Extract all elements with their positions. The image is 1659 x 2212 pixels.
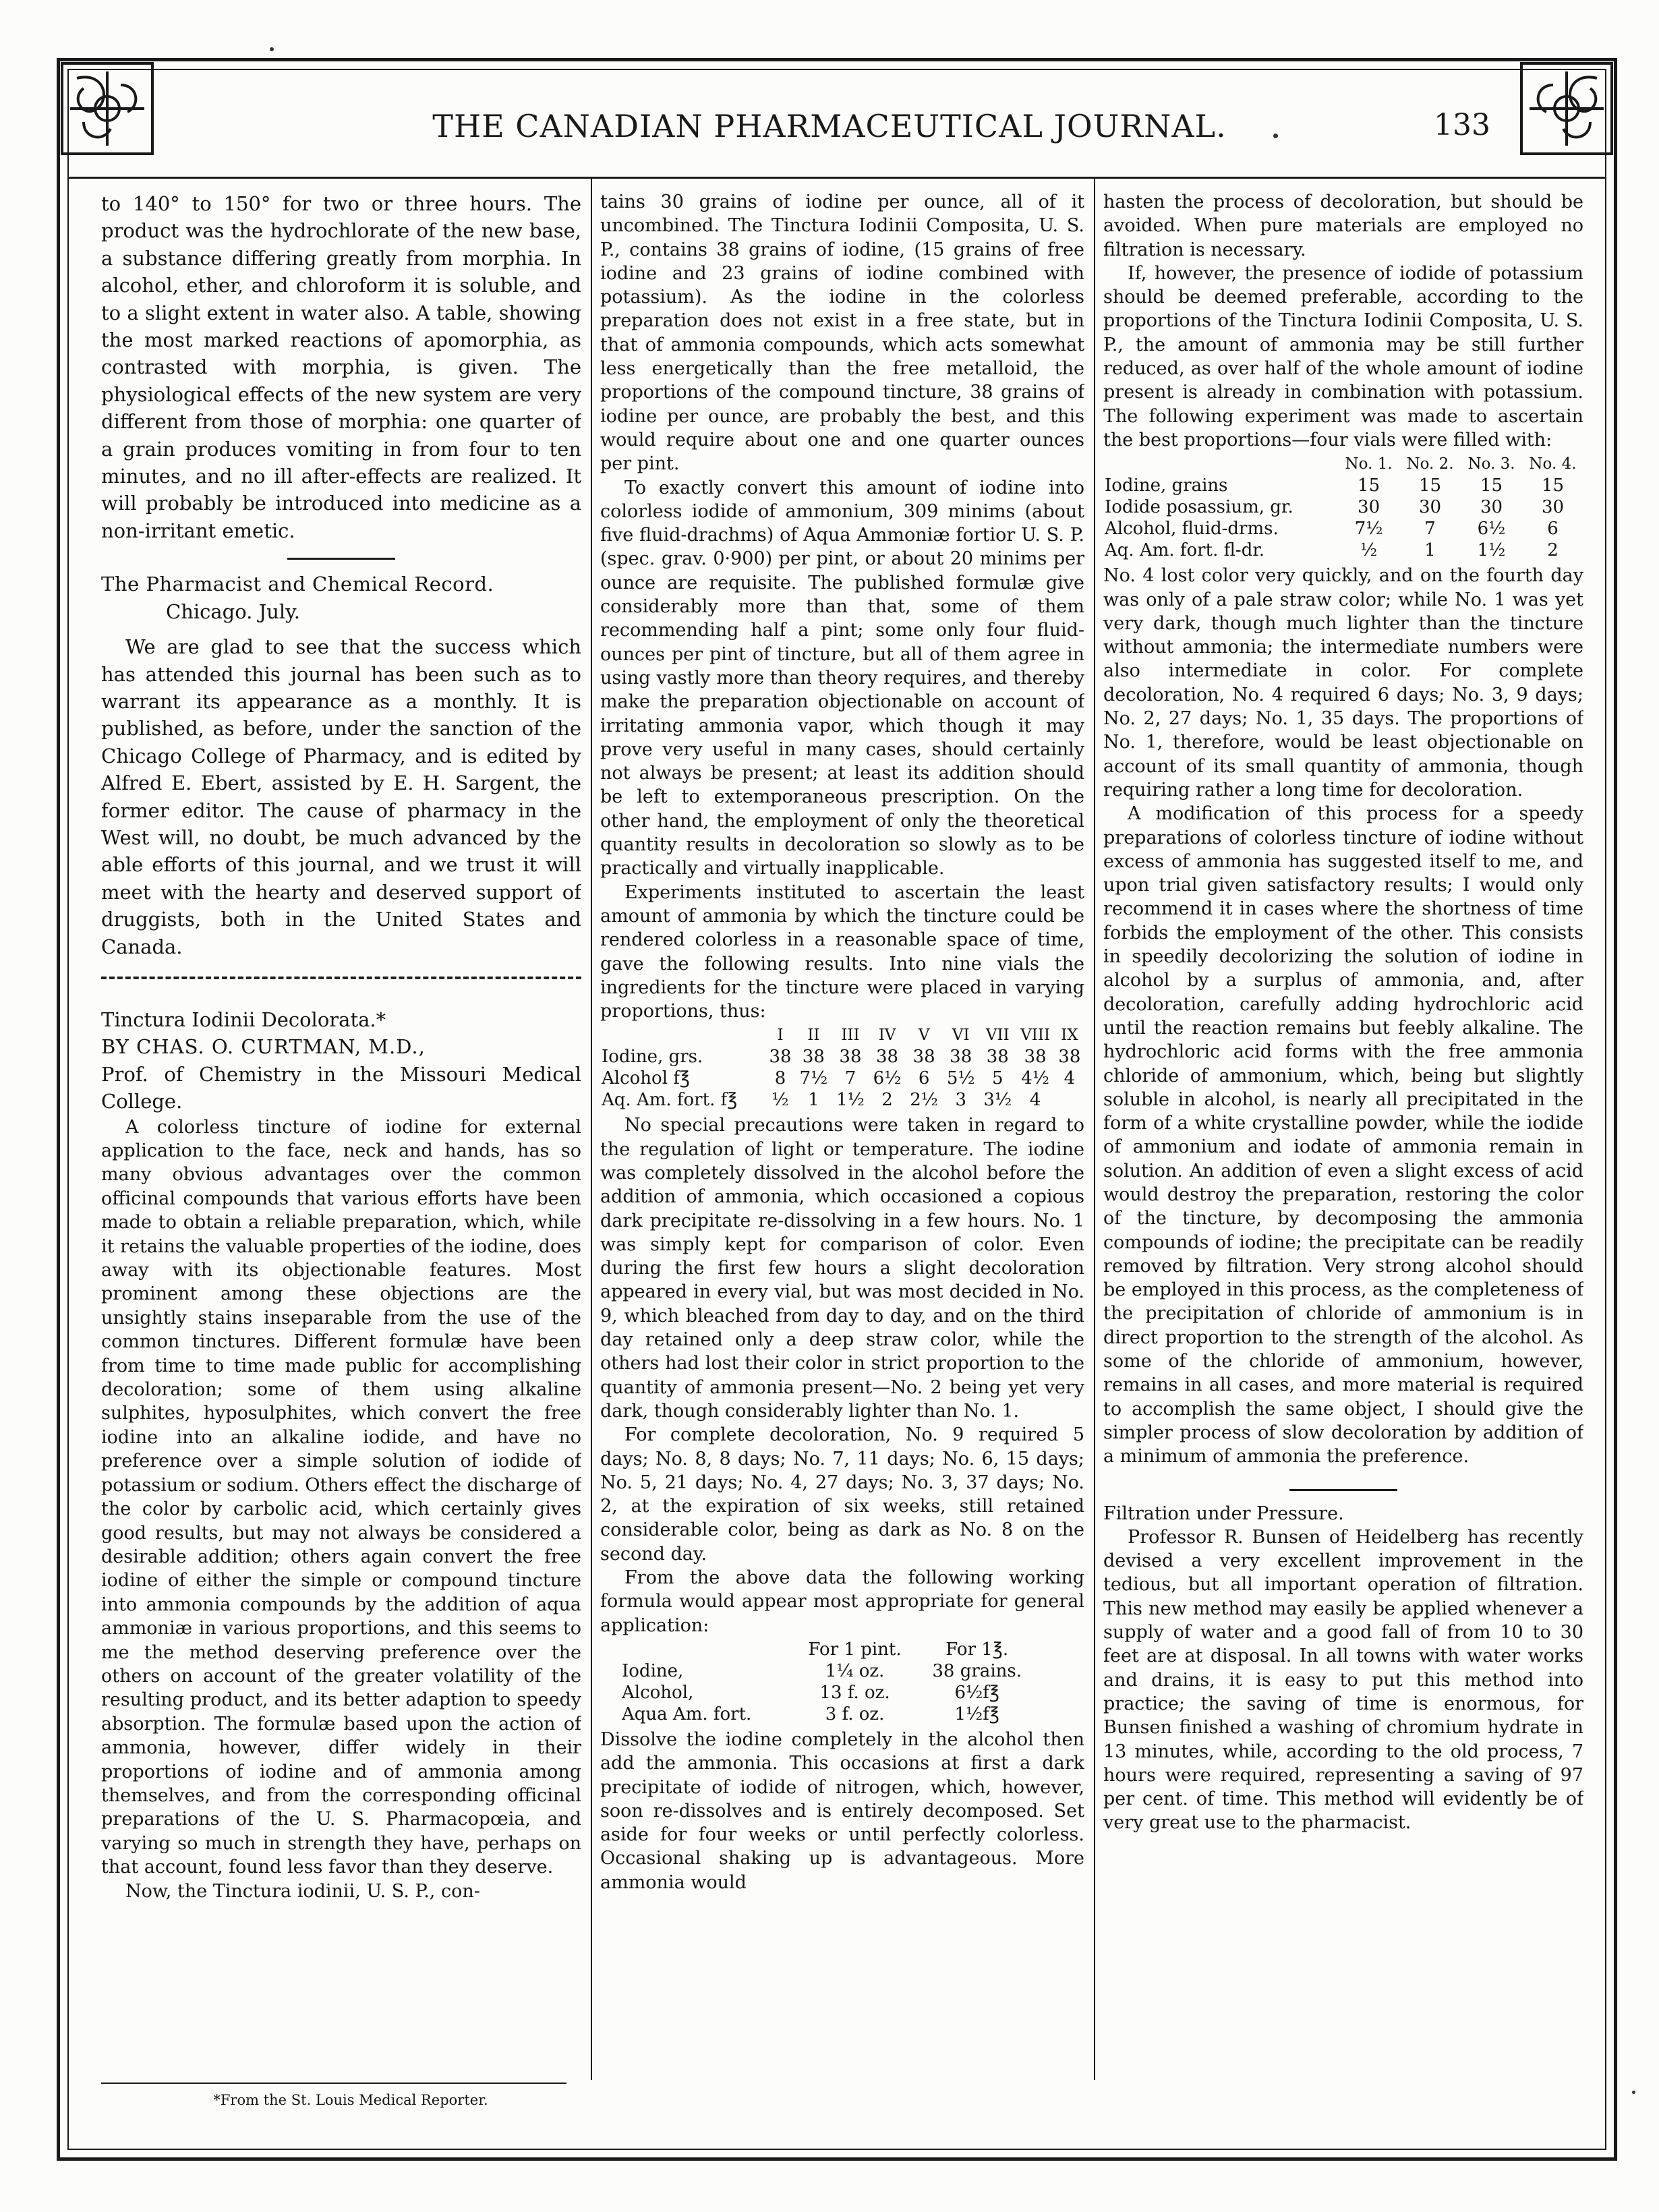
running-title: THE CANADIAN PHARMACEUTICAL JOURNAL. (432, 108, 1227, 144)
article-paragraph: If, however, the presence of iodide of potassium should be deemed preferable, according to the proportions of the Tinctura Iodinii Composita, U. S. P., the amount of ammonia may be still further reduced, as over half of the whole amount of iodine present is already in combination with potassium. The following experiment was made to ascertain the best proportions—four vials were filled with: (1103, 262, 1583, 450)
table-cell: 38 (839, 1047, 862, 1068)
table-cell: 30 (1358, 497, 1380, 518)
source-place: Chicago. July. (166, 600, 300, 623)
article-paragraph: From the above data the following working formula would appear most appropriate for general application: (600, 1567, 1084, 1636)
article-paragraph: No special precautions were taken in regard to the regulation of light or temperature. The iodine was completely dissolved in the alcohol before the addition of ammonia, which occasioned a copious dark precipitate re-dissolving in a few hours. No. 1 was simply kept for comparison of color. Even during the first few hours a slight decoloration appeared in every vial, but was most decided in No. 9, which bleached from day to day, and on the third day retained only a deep straw color, while the others had lost their color in strict proportion to the quantity of ammonia present—No. 2 being yet very dark, though considerably lighter than No. 1. (600, 1115, 1084, 1422)
footnote-rule (101, 2083, 566, 2084)
table-cell: 4½ (1021, 1068, 1049, 1089)
article-paragraph: Now, the Tinctura iodinii, U. S. P., con- (125, 1880, 480, 1902)
table-cell (1055, 1089, 1084, 1111)
row-label: Iodine, (622, 1660, 684, 1681)
article-paragraph: To exactly convert this amount of iodine into colorless iodide of ammonium, 309 minims (about five fluid-drachms) of Aqua Ammoniæ fortior U. S. P. (spec. grav. 0·900) per pint, or about 20 minims per ounce are requisite. The published formulæ give considerably more than that, some of them recommending half a pint; some only four fluid-ounces per pint of tincture, but all of them agree in using vastly more than theory requires, and thereby make the preparation objectionable on account of irritating ammonia vapor, which though it may prove very useful in many cases, should certainly not always be present; at least its addition should be left to extemporaneous prescription. On the other hand, the employment of only the theoretical quantity results in decoloration so slowly as to be practically and virtually inapplicable. (600, 477, 1084, 879)
section-rule (287, 558, 395, 560)
table-header-cell: No. 4. (1529, 455, 1577, 473)
table-cell: 4 (1029, 1090, 1041, 1111)
table-cell: 6½f℥ (954, 1682, 999, 1703)
table-header-row (620, 1639, 1037, 1660)
table-header-cell: For 1℥. (945, 1639, 1009, 1660)
table-cell: 38 (912, 1047, 935, 1068)
table-header-cell: No. 2. (1406, 455, 1454, 473)
table-row (620, 1682, 1037, 1704)
table-header-row (600, 1024, 1084, 1046)
article-paragraph: Experiments instituted to ascertain the least amount of ammonia by which the tincture could be rendered colorless in a reasonable space of time, gave the following results. Into nine vials the ingredients for the tincture were placed in varying proportions, thus: (600, 881, 1084, 1022)
table-header-cell: For 1 pint. (808, 1639, 902, 1660)
table-cell: 38 grains. (932, 1660, 1022, 1681)
article-paragraph: For complete decoloration, No. 9 required 5 days; No. 8, 8 days; No. 7, 11 days; No. 6, 15 days; No. 5, 21 days; No. 4, 27 days; No. 3, 37 days; No. 2, at the expiration of six weeks, still retained considerable color, being as dark as No. 8 on the second day. (600, 1424, 1084, 1565)
section-rule (1289, 1489, 1397, 1491)
article-paragraph: tains 30 grains of iodine per ounce, all of it uncombined. The Tinctura Iodinii Composita, U. S. P., contains 38 grains of iodine, (15 grains of free iodine and 23 grains of iodine combined with potassium). As the iodine in the colorless preparation does not exist in a free state, but in that of ammonia compounds, which acts somewhat less energetically than the free metalloid, the proportions of the compound tincture, 38 grains of iodine per ounce, are probably the best, and this would require about one and one quarter ounces per pint. (600, 192, 1084, 475)
table-header-cell: No. 3. (1467, 455, 1515, 473)
table-cell: 1½ (836, 1090, 865, 1111)
header-rule (67, 177, 1606, 179)
table-cell: 13 f. oz. (819, 1682, 890, 1703)
table-cell: ½ (1360, 540, 1378, 561)
apomorphia-paragraph: to 140° to 150° for two or three hours. The product was the hydrochlorate of the new base, a substance differing greatly from morphia. In alcohol, ether, and chloroform it is soluble, and to a slight extent in water also. A table, showing the most marked reactions of apomorphia, as contrasted with morphia, is given. The physiological effects of the new system are very different from those of morphia: one quarter of a grain produces vomiting in from four to ten minutes, and no ill after-effects are realized. It will probably be introduced into medicine as a non-irritant emetic. (101, 192, 581, 542)
row-label: Aqua Am. fort. (622, 1704, 752, 1724)
corner-ornament-top-left (57, 58, 158, 159)
table-cell: 38 (876, 1047, 899, 1068)
row-label: Alcohol f℥ (602, 1068, 690, 1089)
table-cell: 7½ (1354, 519, 1383, 540)
four-vials-table (1103, 453, 1583, 561)
table-cell: 6½ (873, 1068, 902, 1089)
article-paragraph: Dissolve the iodine completely in the alcohol then add the ammonia. This occasions at first a dark precipitate of iodide of nitrogen, which, however, soon re-dissolves and is entirely decomposed. Set aside for four weeks or until perfectly colorless. Occasional shaking up is advantageous. More ammonia would (600, 1728, 1084, 1893)
table-header-row (1103, 453, 1583, 475)
table-cell: 38 (769, 1047, 792, 1068)
vials-proportion-table (600, 1024, 1084, 1111)
page-header (169, 101, 1490, 169)
row-label: Aq. Am. fort. f℥ (602, 1090, 738, 1111)
table-header-cell: V (918, 1026, 930, 1045)
table-cell: 3 f. oz. (825, 1704, 885, 1724)
row-label: Iodine, grs. (602, 1047, 703, 1068)
table-cell: 6 (1547, 519, 1559, 540)
table-cell: 1 (808, 1090, 819, 1111)
table-header-cell: No. 1. (1345, 455, 1393, 473)
column-2 (600, 190, 1084, 2072)
table-cell: 1 (1424, 540, 1436, 561)
table-cell: 5½ (946, 1068, 975, 1089)
table-cell: 2 (1547, 540, 1559, 561)
table-cell: 8 (774, 1068, 786, 1089)
article-paragraph: hasten the process of decoloration, but should be avoided. When pure materials are employed no filtration is necessary. (1103, 192, 1583, 260)
article-paragraph: No. 4 lost color very quickly, and on the fourth day was only of a pale straw color; while No. 1 was yet very dark, though much lighter than the tincture without ammonia; the intermediate numbers were also intermediate in color. For complete decoloration, No. 4 required 6 days; No. 3, 9 days; No. 2, 27 days; No. 1, 35 days. The proportions of No. 1, therefore, would be least objectionable on account of its small quantity of ammonia, though requiring rather a long time for decoloration. (1103, 565, 1583, 801)
table-row (620, 1704, 1037, 1725)
print-speck (1273, 134, 1278, 138)
author-affiliation: Prof. of Chemistry in the Missouri Medical College. (101, 1062, 581, 1113)
article-byline: BY CHAS. O. CURTMAN, M.D., (101, 1035, 426, 1059)
table-cell: 4 (1064, 1068, 1076, 1089)
table-row (1103, 475, 1583, 496)
table-row (600, 1089, 1084, 1111)
table-row (1103, 518, 1583, 540)
table-header-cell: IV (878, 1026, 896, 1045)
article-paragraph: A modification of this process for a speedy preparations of colorless tincture of iodine without excess of ammonia has suggested itself to me, and upon trial given satisfactory results; I would only recommend it in cases where the shortness of time forbids the employment of the other. This consists in speedily decolorizing the solution of iodine in alcohol by a surplus of ammonia, and, after decoloration, carefully adding hydrochloric acid until the reaction remains but feebly alkaline. The hydrochloric acid forms with the free ammonia chloride of ammonium, which, being but slightly soluble in alcohol, is nearly all precipitated in the form of a white crystalline powder, while the iodide of ammonium and iodate of ammonia remain in solution. An addition of even a slight excess of acid would destroy the preparation, restoring the color of the tincture, by decomposing the ammonia compounds of iodine; the precipitate can be readily removed by filtration. Very strong alcohol should be employed in this process, as the completeness of the precipitation of chloride of ammonium is in direct proportion to the strength of the alcohol. As some of the chloride of ammonium, however, remains in all cases, and more material is required to accomplish the same object, I should give the simpler process of slow decoloration by addition of a minimum of ammonia the preference. (1103, 803, 1583, 1467)
article-paragraph: Professor R. Bunsen of Heidelberg has recently devised a very excellent improvement in the tedious, but all important operation of filtration. This new method may easily be applied whenever a supply of water and a good fall of from 10 to 30 feet are at disposal. In all towns with water works and drains, it is easy to put this method into practice; the saving of time is enormous, for Bunsen finished a washing of chromium hydrate in 13 minutes, while, according to the old process, 7 hours were required, representing a saving of 97 per cent. of time. This method will evidently be of very great use to the pharmacist. (1103, 1526, 1583, 1834)
table-cell: 6½ (1477, 519, 1506, 540)
row-label: Aq. Am. fort. fl-dr. (1105, 540, 1265, 561)
table-cell: 15 (1541, 475, 1565, 496)
corner-ornament-top-right (1516, 58, 1617, 159)
table-cell: 3 (955, 1090, 966, 1111)
table-cell: 38 (986, 1047, 1009, 1068)
table-cell: 15 (1480, 475, 1503, 496)
table-cell: 1½f℥ (954, 1704, 999, 1724)
table-cell: 30 (1541, 497, 1565, 518)
page-number: 133 (1434, 108, 1490, 142)
table-header-cell: VIII (1020, 1026, 1051, 1045)
table-cell: 7 (844, 1068, 856, 1089)
table-cell: 2 (881, 1090, 893, 1111)
table-cell: 2½ (910, 1090, 938, 1111)
footnote: *From the St. Louis Medical Reporter. (213, 2092, 488, 2108)
table-cell: 1½ (1477, 540, 1506, 561)
column-divider-1 (591, 178, 592, 2080)
table-header-cell: IX (1061, 1026, 1078, 1045)
table-cell: 15 (1358, 475, 1380, 496)
table-row (620, 1660, 1037, 1682)
table-row (600, 1068, 1084, 1089)
table-cell: 7½ (799, 1068, 828, 1089)
article-separator (101, 977, 581, 979)
pharmacist-notice-paragraph: We are glad to see that the success which has attended this journal has been such as to warrant its appearance as a monthly. It is published, as before, under the sanction of the Chicago College of Pharmacy, and is edited by Alfred E. Ebert, assisted by E. H. Sargent, the former editor. The cause of pharmacy in the West will, no doubt, be much advanced by the able efforts of this journal, and we trust it will meet with the hearty and deserved support of druggists, both in the United States and Canada. (101, 635, 581, 958)
table-header-cell: VI (952, 1026, 970, 1045)
column-3 (1103, 190, 1583, 2072)
row-label: Iodide posassium, gr. (1105, 497, 1293, 518)
table-cell: ½ (772, 1090, 789, 1111)
table-cell: 15 (1419, 475, 1442, 496)
table-header-cell: VII (985, 1026, 1010, 1045)
table-cell: 7 (1424, 519, 1436, 540)
print-speck (270, 47, 274, 51)
table-cell: 30 (1480, 497, 1503, 518)
article-paragraph: A colorless tincture of iodine for external application to the face, neck and hands, has so many obvious advantages over the common officinal compounds that various efforts have been made to obtain a reliable preparation, which, while it retains the valuable properties of the iodine, does away with its objectionable features. Most prominent among these objections are the unsightly stains inseparable from the use of the common tinctures. Different formulæ have been from time to time made public for accomplishing decoloration; some of them using alkaline sulphites, hyposulphites, which convert the free iodine into an alkaline iodide, and have no preference over a simple solution of iodide of potassium or sodium. Others effect the discharge of the color by carbolic acid, which certainly gives good results, but may not always be considered a desirable addition; others again convert the free iodine of either the simple or compound tincture into ammonia compounds by the addition of aqua ammoniæ in various proportions, and this seems to me the method deserving preference over the others on account of the greater volatility of the resulting product, and its better adaption to speedy absorption. The formulæ based upon the action of ammonia, however, differ widely in their proportions of iodine and of ammonia among themselves, and from the corresponding officinal preparations of the U. S. Pharmacopœia, and varying so much in strength they have, perhaps on that account, found less favor than they deserve. (101, 1116, 581, 1878)
table-cell: 30 (1419, 497, 1442, 518)
table-header-cell: I (777, 1026, 784, 1045)
table-cell: 38 (802, 1047, 825, 1068)
source-heading: The Pharmacist and Chemical Record. (101, 573, 494, 596)
table-cell: 1¼ oz. (825, 1660, 885, 1681)
row-label: Alcohol, (622, 1682, 694, 1703)
print-speck (1632, 2091, 1635, 2094)
table-cell: 5 (992, 1068, 1003, 1089)
table-cell: 38 (1058, 1047, 1081, 1068)
article-title: Tinctura Iodinii Decolorata.* (101, 1008, 386, 1031)
working-formula-table (620, 1639, 1037, 1725)
section-title: Filtration under Pressure. (1103, 1503, 1344, 1524)
table-cell: 3½ (983, 1090, 1012, 1111)
table-header-cell: III (841, 1026, 860, 1045)
table-row (600, 1046, 1084, 1068)
table-header-cell: II (807, 1026, 820, 1045)
row-label: Iodine, grains (1105, 475, 1228, 496)
column-divider-2 (1094, 178, 1095, 2080)
table-row (1103, 496, 1583, 518)
column-1 (101, 190, 581, 2078)
table-cell: 38 (950, 1047, 972, 1068)
row-label: Alcohol, fluid-drms. (1105, 519, 1279, 540)
table-row (1103, 540, 1583, 561)
table-cell: 38 (1024, 1047, 1047, 1068)
table-cell: 6 (918, 1068, 930, 1089)
